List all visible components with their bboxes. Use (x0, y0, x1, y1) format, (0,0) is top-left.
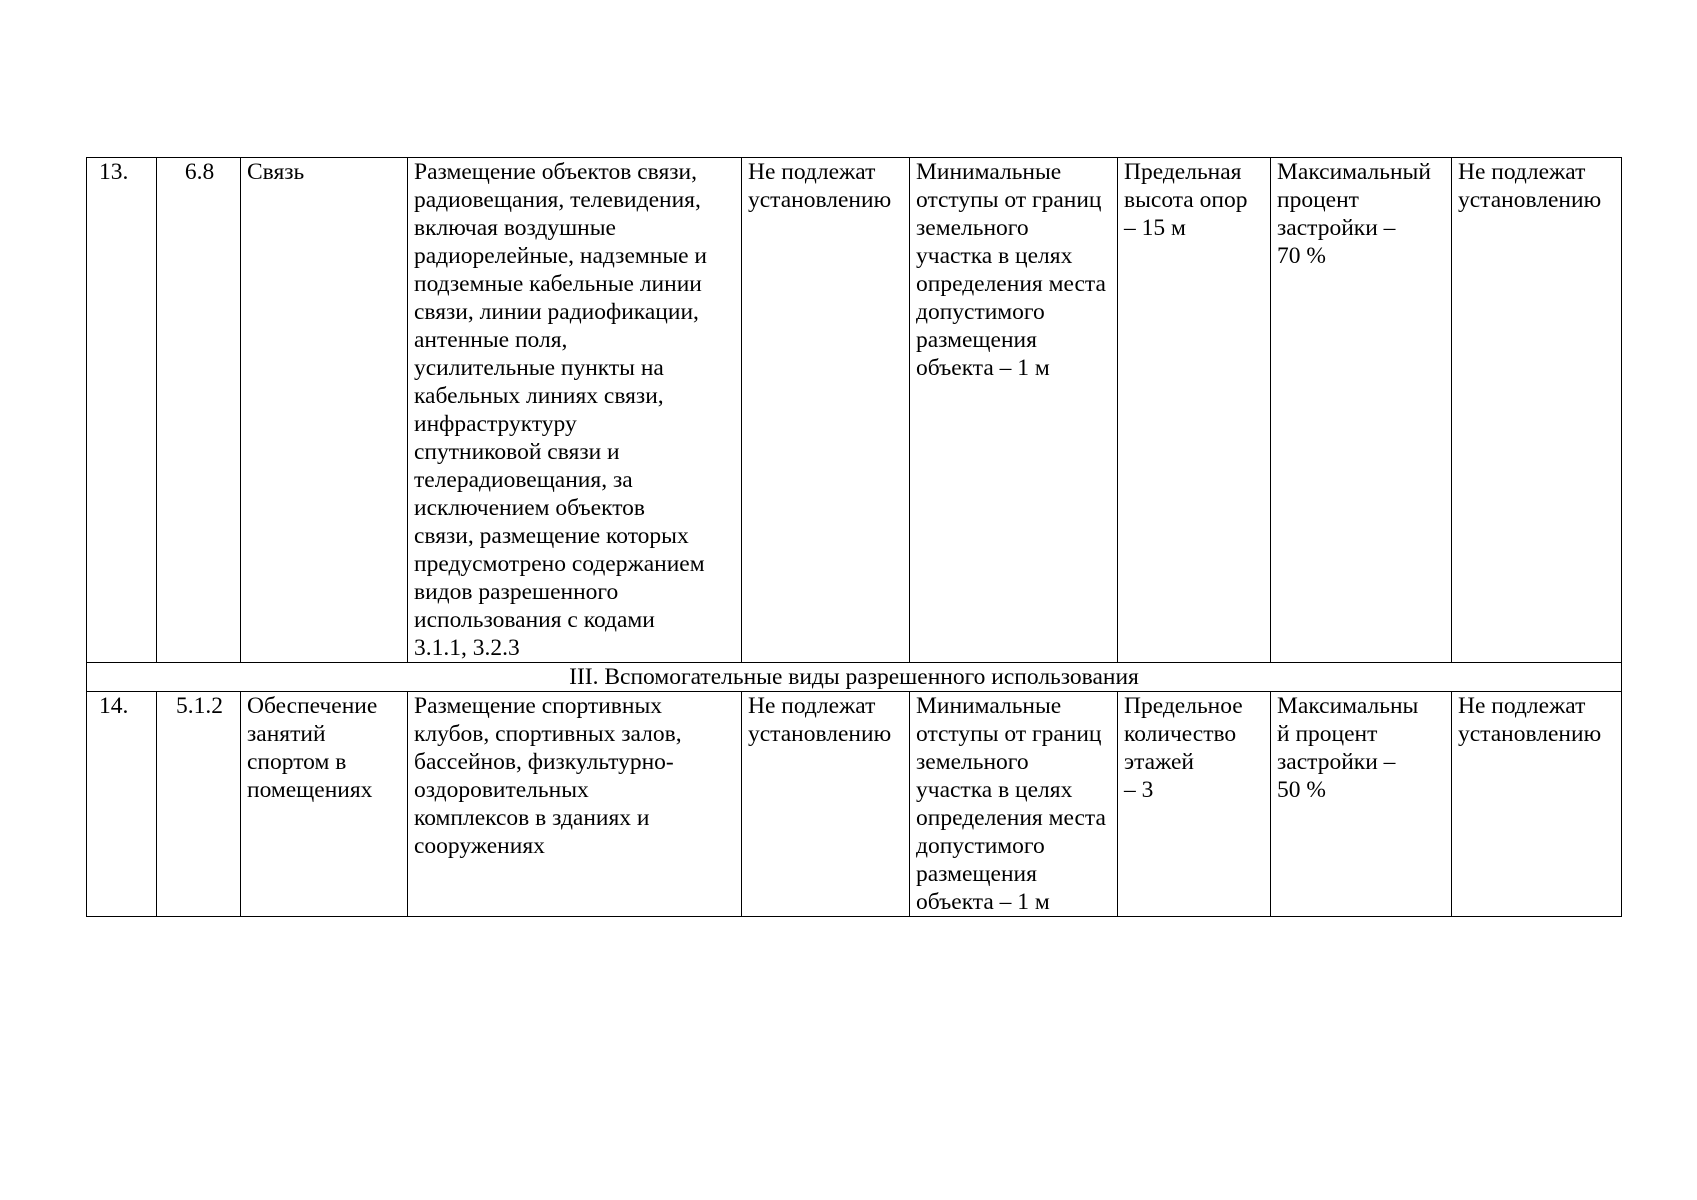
use-name-cell: Обеспечение занятий спортом в помещениях (241, 692, 408, 917)
row-number-cell: 14. (87, 692, 157, 917)
height-limit-cell: Предельное количество этажей – 3 (1118, 692, 1271, 917)
plot-area-cell: Не подлежат установлению (742, 158, 910, 663)
other-params-cell: Не подлежат установлению (1452, 692, 1622, 917)
use-code-cell: 5.1.2 (157, 692, 241, 917)
row-number-cell: 13. (87, 158, 157, 663)
coverage-cell: Максимальны й процент застройки – 50 % (1271, 692, 1452, 917)
plot-area-cell: Не подлежат установлению (742, 692, 910, 917)
use-description-cell: Размещение объектов связи, радиовещания, телевидения, включая воздушные радиорелейные, надземные и подземные кабельные линии связи, линии радиофикации, антенные поля, усилительные пункты на кабельных линиях связи, инфраструктуру спутниковой связи и телерадиовещания, за исключением объектов связи, размещение которых предусмотрено содержанием видов разрешенного использования с кодами 3.1.1, 3.2.3 (408, 158, 742, 663)
table-row (87, 692, 1622, 917)
use-name-cell: Связь (241, 158, 408, 663)
section-heading-row (87, 663, 1622, 692)
section-heading: III. Вспомогательные виды разрешенного использования (87, 663, 1622, 692)
height-limit-cell: Предельная высота опор – 15 м (1118, 158, 1271, 663)
use-description-cell: Размещение спортивных клубов, спортивных залов, бассейнов, физкультурно- оздоровительных комплексов в зданиях и сооружениях (408, 692, 742, 917)
other-params-cell: Не подлежат установлению (1452, 158, 1622, 663)
use-code-cell: 6.8 (157, 158, 241, 663)
coverage-cell: Максимальный процент застройки – 70 % (1271, 158, 1452, 663)
table-row (87, 158, 1622, 663)
setbacks-cell: Минимальные отступы от границ земельного участка в целях определения места допустимого размещения объекта – 1 м (910, 692, 1118, 917)
permitted-use-table (86, 157, 1622, 917)
setbacks-cell: Минимальные отступы от границ земельного участка в целях определения места допустимого размещения объекта – 1 м (910, 158, 1118, 663)
